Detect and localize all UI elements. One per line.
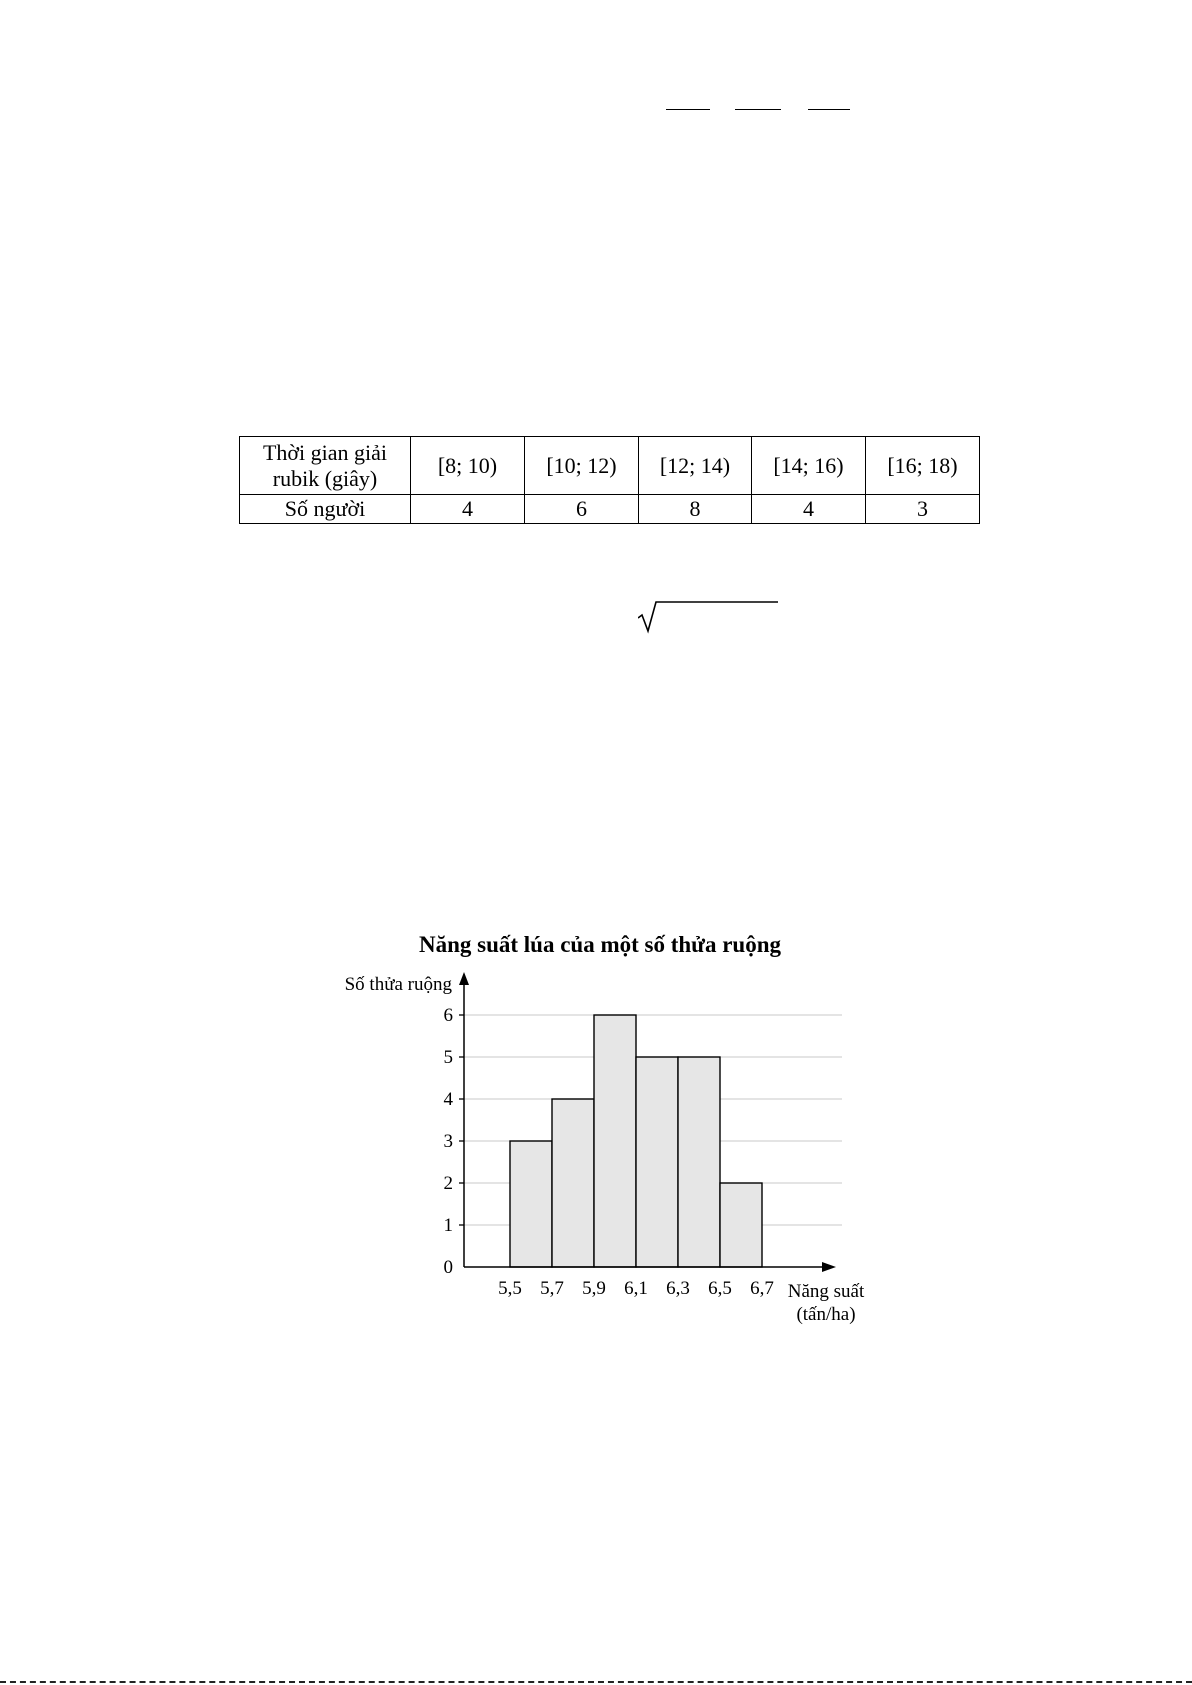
count-cell: 4 [411, 495, 525, 524]
table-header-label: Thời gian giải rubik (giây) [240, 437, 411, 495]
y-axis-arrow [459, 972, 469, 985]
x-tick-label: 5,9 [582, 1278, 606, 1299]
table-row [240, 495, 980, 524]
count-cell: 4 [752, 495, 866, 524]
chart-canvas [310, 930, 890, 1330]
y-tick-label: 6 [443, 1005, 453, 1026]
histogram-bar [636, 1057, 678, 1267]
interval-cell: [16; 18) [866, 437, 980, 495]
interval-cell: [10; 12) [525, 437, 639, 495]
count-cell: 8 [639, 495, 752, 524]
histogram-bar [552, 1099, 594, 1267]
square-root-icon [638, 600, 778, 634]
y-axis-label: Số thửa ruộng [344, 974, 452, 995]
y-tick-label: 0 [443, 1257, 453, 1278]
x-tick-label: 5,5 [498, 1278, 522, 1299]
y-tick-label: 1 [443, 1215, 453, 1236]
interval-cell: [12; 14) [639, 437, 752, 495]
x-axis-arrow [822, 1262, 836, 1272]
yield-histogram [310, 930, 890, 1330]
x-tick-label: 6,1 [624, 1278, 648, 1299]
page-bottom-rule [0, 1681, 1192, 1683]
x-tick-label: 6,3 [666, 1278, 690, 1299]
x-tick-label: 6,5 [708, 1278, 732, 1299]
interval-cell: [8; 10) [411, 437, 525, 495]
x-tick-label: 6,7 [750, 1278, 774, 1299]
chart-title: Năng suất lúa của một số thửa ruộng [418, 932, 782, 957]
count-label: Số người [240, 495, 411, 524]
y-tick-label: 5 [443, 1047, 453, 1068]
interval-cell: [14; 16) [752, 437, 866, 495]
fraction-bar [735, 109, 781, 110]
histogram-bar [594, 1015, 636, 1267]
count-cell: 6 [525, 495, 639, 524]
x-axis-unit-label: (tấn/ha) [796, 1304, 856, 1325]
histogram-bar [510, 1141, 552, 1267]
y-tick-label: 3 [443, 1131, 453, 1152]
x-tick-label: 5,7 [540, 1278, 564, 1299]
x-axis-label: Năng suất [787, 1281, 865, 1302]
fraction-bar [666, 109, 710, 110]
table-row [240, 437, 980, 495]
count-cell: 3 [866, 495, 980, 524]
rubik-time-table [239, 436, 980, 524]
histogram-bar [678, 1057, 720, 1267]
y-tick-label: 4 [443, 1089, 453, 1110]
fraction-bar [808, 109, 850, 110]
y-tick-label: 2 [443, 1173, 453, 1194]
histogram-bar [720, 1183, 762, 1267]
